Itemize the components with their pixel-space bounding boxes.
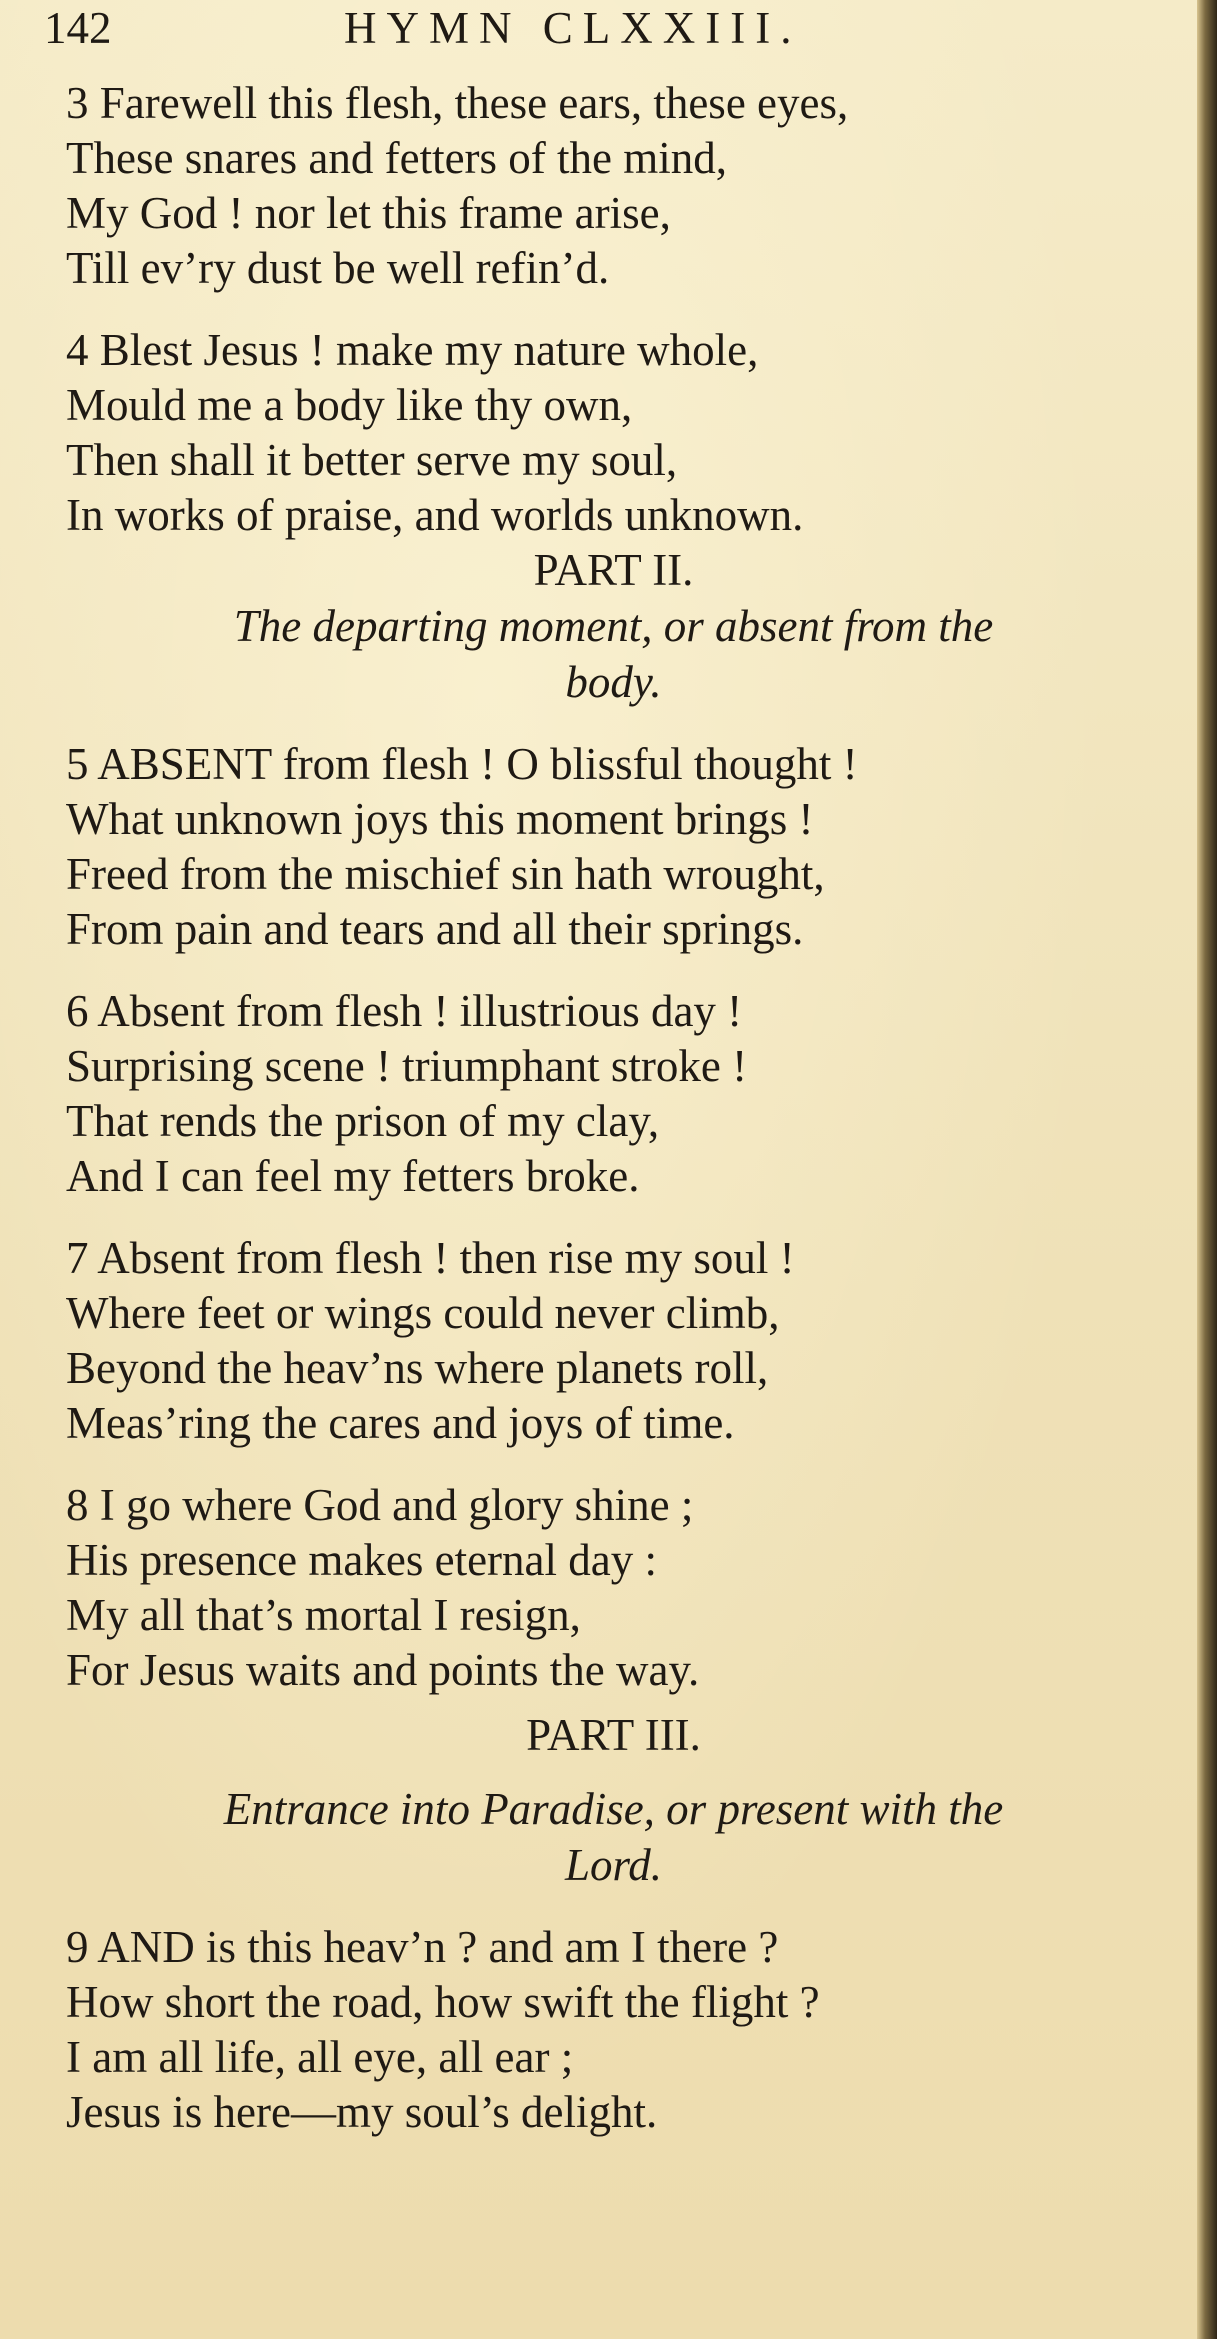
part-two-subtitle	[66, 598, 1161, 710]
stanza-5	[66, 737, 1161, 957]
part-two-subtitle-line-2: body.	[565, 657, 662, 707]
page-binding-edge	[1197, 0, 1217, 2339]
verse-line: Beyond the heav’ns where planets roll,	[66, 1343, 769, 1393]
verse-line: And I can feel my fetters broke.	[66, 1151, 640, 1201]
verse-line: I am all life, all eye, all ear ;	[66, 2032, 574, 2082]
verse-line: Where feet or wings could never climb,	[66, 1288, 780, 1338]
verse-line: Then shall it better serve my soul,	[66, 435, 678, 485]
verse-line: My God ! nor let this frame arise,	[66, 188, 671, 238]
verse-line: 8 I go where God and glory shine ;	[66, 1480, 694, 1530]
page-header	[44, 2, 1174, 58]
verse-line: Surprising scene ! triumphant stroke !	[66, 1041, 748, 1091]
verse-line: His presence makes eternal day :	[66, 1535, 657, 1585]
verse-line: For Jesus waits and points the way.	[66, 1645, 700, 1695]
part-three-subtitle-line-2: Lord.	[564, 1840, 663, 1890]
part-three-heading: PART III.	[526, 1710, 701, 1760]
verse-line: 4 Blest Jesus ! make my nature whole,	[66, 325, 759, 375]
part-two-subtitle-line-1: The departing moment, or absent from the	[233, 601, 994, 651]
stanza-4	[66, 323, 1161, 543]
verse-line: 5 ABSENT from flesh ! O blissful thought !	[66, 739, 858, 789]
hymn-text	[66, 76, 1161, 2167]
verse-line: 6 Absent from flesh ! illustrious day !	[66, 986, 743, 1036]
verse-line: These snares and fetters of the mind,	[66, 133, 728, 183]
stanza-9	[66, 1920, 1161, 2140]
verse-line: 7 Absent from flesh ! then rise my soul !	[66, 1233, 795, 1283]
verse-line: 3 Farewell this flesh, these ears, these eyes,	[66, 78, 849, 128]
verse-line: In works of praise, and worlds unknown.	[66, 490, 804, 540]
stanza-7	[66, 1231, 1161, 1451]
verse-line: Mould me a body like thy own,	[66, 380, 633, 430]
verse-line: Meas’ring the cares and joys of time.	[66, 1398, 735, 1448]
stanza-6	[66, 984, 1161, 1204]
part-two-heading: PART II.	[533, 545, 694, 595]
part-three-subtitle	[66, 1781, 1161, 1893]
verse-line: What unknown joys this moment brings !	[66, 794, 814, 844]
verse-line: Freed from the mischief sin hath wrought,	[66, 849, 825, 899]
stanza-8	[66, 1478, 1161, 1698]
verse-line: How short the road, how swift the flight ?	[66, 1977, 820, 2027]
verse-line: That rends the prison of my clay,	[66, 1096, 660, 1146]
stanza-3	[66, 76, 1161, 296]
running-title: HYMN CLXXIII.	[344, 3, 802, 53]
page-number: 142	[44, 3, 112, 53]
verse-line: Jesus is here—my soul’s delight.	[66, 2087, 658, 2137]
verse-line: Till ev’ry dust be well refin’d.	[66, 243, 610, 293]
verse-line: From pain and tears and all their springs.	[66, 904, 804, 954]
part-three-subtitle-line-1: Entrance into Paradise, or present with the	[223, 1784, 1004, 1834]
verse-line: My all that’s mortal I resign,	[66, 1590, 581, 1640]
verse-line: 9 AND is this heav’n ? and am I there ?	[66, 1922, 779, 1972]
